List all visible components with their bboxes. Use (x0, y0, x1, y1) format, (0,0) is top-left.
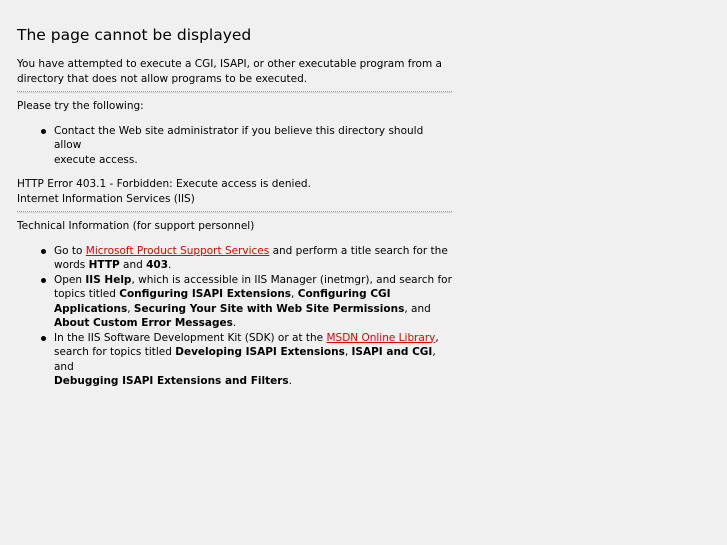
error-page (0, 0, 453, 389)
text-fragment: and (119, 259, 147, 271)
error-info (17, 177, 453, 206)
msdn-library-link[interactable]: MSDN Online Library (326, 331, 436, 344)
list-item (54, 331, 453, 389)
list-item (54, 273, 453, 331)
microsoft-support-link[interactable]: Microsoft Product Support Services (85, 244, 270, 257)
text-fragment: search for topics titled (54, 346, 176, 358)
divider (17, 211, 452, 213)
try-item-line-2: execute access. (54, 153, 138, 166)
bold-term: ISAPI and CGI (351, 346, 433, 358)
text-fragment: Open (54, 273, 86, 286)
text-fragment: , and (54, 346, 436, 373)
bold-term: Configuring ISAPI Extensions (119, 288, 292, 300)
tech-list (17, 244, 453, 389)
try-heading: Please try the following: (17, 100, 144, 112)
http-error-code: HTTP Error 403.1 - Forbidden: Execute access is denied. (17, 178, 311, 190)
text-fragment: and perform a title search for the (269, 244, 448, 257)
bold-term: 403 (146, 259, 169, 271)
bold-term: IIS Help (85, 273, 132, 286)
text-fragment: , (435, 331, 439, 344)
page-title: The page cannot be displayed (17, 26, 252, 44)
bold-term: Applications (54, 302, 128, 315)
bold-term: Securing Your Site with Web Site Permissions (133, 302, 405, 315)
text-fragment: . (232, 317, 237, 329)
try-list (17, 124, 453, 168)
text-fragment: topics titled (54, 288, 120, 300)
text-fragment: . (168, 259, 172, 271)
bold-term: HTTP (88, 259, 120, 271)
text-fragment: , (127, 302, 134, 315)
try-item-line-1: Contact the Web site administrator if you believe this directory should allow (54, 124, 424, 151)
divider (17, 91, 452, 93)
text-fragment: , and (404, 302, 431, 315)
server-name: Internet Information Services (IIS) (17, 192, 195, 205)
text-fragment: , (291, 288, 298, 300)
text-fragment: , (344, 346, 352, 358)
list-item (54, 124, 453, 168)
text-fragment: Go to (54, 244, 86, 257)
list-item (54, 244, 453, 273)
tech-heading: Technical Information (for support personnel) (17, 220, 255, 232)
bold-term: Developing ISAPI Extensions (175, 346, 345, 358)
bold-term: Debugging ISAPI Extensions and Filters (54, 375, 289, 387)
text-fragment: , which is accessible in IIS Manager (inetmgr), and search for (131, 273, 452, 286)
intro-line-2: directory that does not allow programs to be executed. (17, 72, 308, 85)
intro-text (17, 57, 453, 86)
text-fragment: In the IIS Software Development Kit (SDK) or at the (54, 331, 327, 344)
text-fragment: words (54, 259, 89, 271)
bold-term: About Custom Error Messages (54, 317, 233, 329)
bold-term: Configuring CGI (297, 288, 391, 300)
text-fragment: . (288, 375, 292, 387)
intro-line-1: You have attempted to execute a CGI, ISAPI, or other executable program from a (17, 58, 442, 70)
